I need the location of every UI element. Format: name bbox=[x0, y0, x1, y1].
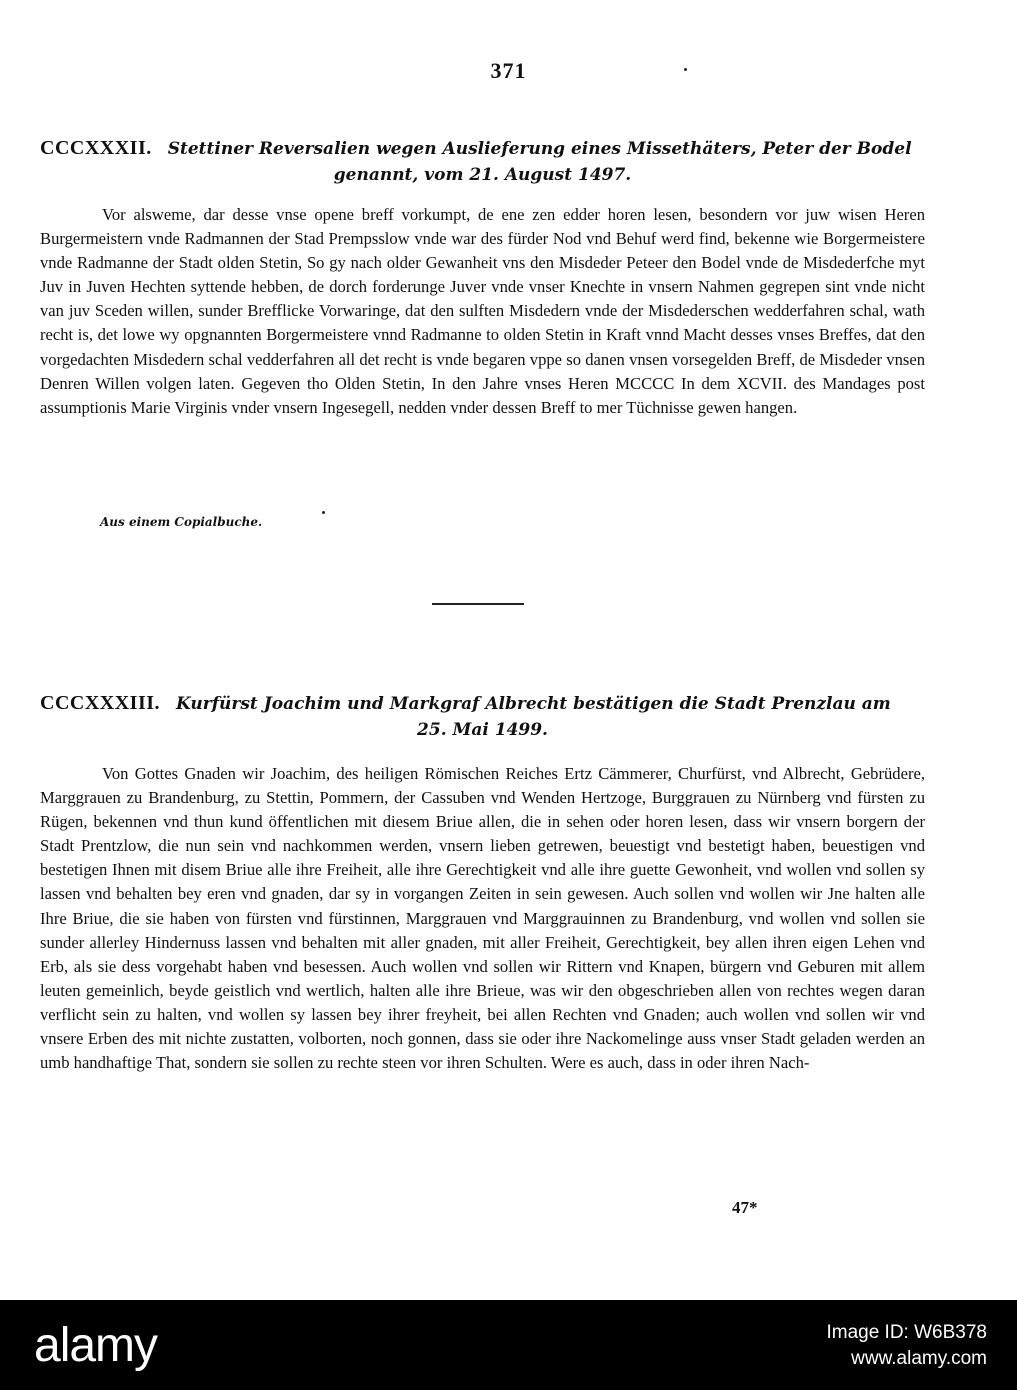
document-heading-2 bbox=[40, 690, 925, 743]
page-number: 371 bbox=[490, 58, 527, 83]
watermark-footer bbox=[0, 1300, 1017, 1390]
section-divider bbox=[432, 603, 524, 605]
speck-mark bbox=[322, 511, 325, 514]
footer-meta bbox=[826, 1320, 987, 1372]
document-title-2: Kurfürst Joachim und Markgraf Albrecht bestätigen die Stadt Prenzlau am bbox=[176, 694, 891, 714]
document-body-1: Vor alsweme, dar desse vnse opene breff vorkumpt, de ene zen edder horen lesen, besondern vor juw wisen Heren Burgermeistern vnde Radmannen der Stad Prempsslow vnde war des fürder Nod vnd Behuf werd find, bekenne wie Borgermeistere vnde Radmanne der Stadt olden Stetin, So gy nach older Gewanheit vns den Misdeder Peteer den Bodel vnde de Misdederfche myt Juv in Juven Hechten syttende hebben, de dorch forderunge Juver vnde vnser Knechte in vnsern Nahmen gegrepen sint vnde nicht van juv Sceden willen, sunder Brefflicke Vorwaringe, dat den sulften Misdedern vnde der Misdederschen wedderfahren schal, wath recht is, det lowe wy opgnannten Borgermeistere vnnd Radmanne to olden Stetin in Kraft vnnd Macht desses vnses Breffes, dat den vorgedachten Misdedern schal vedderfahren all det recht is vnde begaren vppe so danen vnsen vorsegelden Breff, de Misdeder vnsen Denren Willen volgen laten. Gegeven tho Olden Stetin, In den Jahre vnses Heren MCCCC In dem XCVII. des Mandages post assumptionis Marie Virginis vnder vnsern Ingesegell, nedden vnder dessen Breff to mer Tüchnisse gewen hangen. bbox=[40, 205, 925, 417]
document-numeral-2: CCCXXXIII. bbox=[40, 692, 161, 714]
document-title-1-cont: genannt, vom 21. August 1497. bbox=[333, 165, 632, 185]
document-heading-1 bbox=[40, 135, 925, 188]
signature-mark: 47* bbox=[732, 1198, 758, 1217]
document-body-2: Von Gottes Gnaden wir Joachim, des heiligen Römischen Reiches Ertz Cämmerer, Churfürst, vnd Albrecht, Gebrüdere, Marggrauen zu Brandenburg, zu Stettin, Pommern, der Cassuben vnd Wenden Hertzoge, Burggrauen zu Nürnberg vnd fürsten zu Rügen, bekennen vnd thun kund öffentlichen mit diesem Briue allen, die in sehen oder horen lesen, dass wir vnsern borgern der Stadt Prentzlow, die nun sein vnd nachkommen werden, vnsern lieben getrewen, beuestigt vnd bestetigt haben, beuestigen vnd bestetigen Ihnen mit disem Briue alle ihre Freiheit, alle ihre Gerechtigkeit vnd alle ihre guette Gewonheit, vnd wollen vnd sollen sy lassen vnd behalten bey eren vnd gnaden, dar sy in vorgangen Zeiten in sein gewesen. Auch sollen vnd wollen wir Jne halten alle Ihre Briue, die sie haben von fürsten vnd fürstinnen, Marggrauen vnd Marggrauinnen zu Brandenburg, vnd wollen vnd sollen sie sunder allerley Hindernuss lassen vnd behalten mit aller gnaden, mit aller Freiheit, Gerechtigkeit, bey allen ihren eigen Lehen vnd Erb, als sie dess vorgehabt haben vnd besessen. Auch wollen vnd sollen wir Rittern vnd Knapen, bürgern vnd Geburen mit allem leuten gemeinlich, beyde geistlich vnd wertlich, halten alle ihre Brieue, was wir den obgeschrieben allen von rechtes wegen daran verflicht sein zu halten, vnd wollen sy lassen bey ihrer freyheit, bei allen Rechten vnd Gnaden; auch wollen vnd sollen wir vnd vnsere Erben des mit nichte zustatten, volborten, noch gonnen, dass sie oder ihre Nackomelinge auss vnser Stadt geladen werden an umb handhaftige That, sondern sie sollen zu rechte steen vor ihren Schulten. Were es auch, dass in oder ihren Nach- bbox=[40, 764, 925, 1073]
document-title-2-cont: 25. Mai 1499. bbox=[417, 720, 548, 740]
alamy-logo: alamy bbox=[34, 1319, 158, 1372]
speck-mark bbox=[684, 68, 687, 71]
document-title-1: Stettiner Reversalien wegen Auslieferung eines Missethäters, Peter der Bodel bbox=[167, 139, 912, 159]
document-numeral-1: CCCXXXII. bbox=[40, 137, 152, 159]
footer-url: www.alamy.com bbox=[851, 1348, 987, 1369]
source-note: Aus einem Copialbuche. bbox=[100, 515, 263, 529]
image-id: Image ID: W6B378 bbox=[826, 1322, 987, 1343]
